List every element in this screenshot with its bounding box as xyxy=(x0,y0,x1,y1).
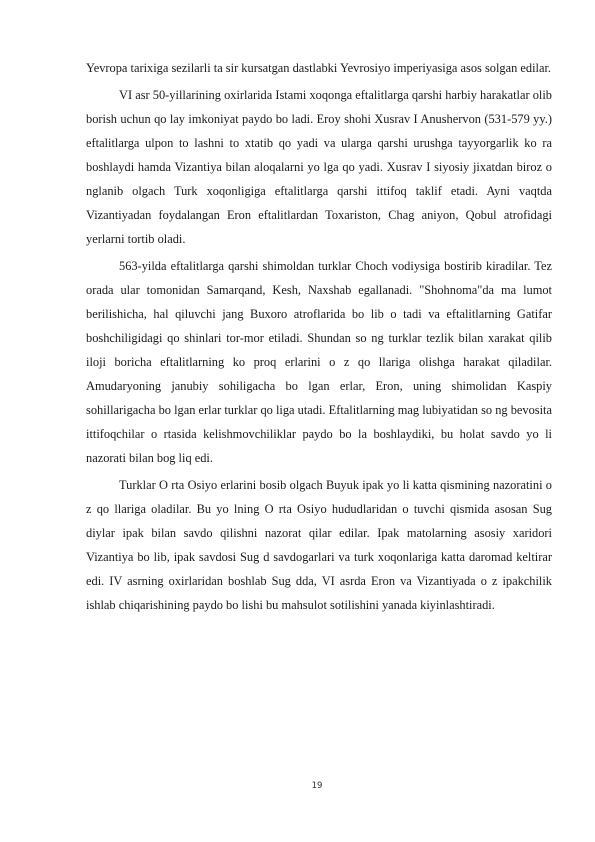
page-number: 19 xyxy=(311,781,323,791)
body-text xyxy=(86,56,552,617)
paragraph-2: VI asr 50-yillarining oxirlarida Istami xoqonga eftalitlarga qarshi harbiy harakatlar olib borish uchun qo lay imkoniyat paydo bo ladi. Eroy shohi Xusrav I Anushervon (531-579 yy.) eftalitlarga ulpon to lashni to xtatib qo yadi va ularga qarshi urushga tayyorgarlik ko ra boshlaydi hamda Vizantiya bilan aloqalarni yo lga qo yadi. Xusrav I siyosiy jixatdan biroz o nglanib olgach Turk xoqonligiga eftalitlarga qarshi ittifoq taklif etadi. Ayni vaqtda Vizantiyadan foydalangan Eron eftalitlardan Toxariston, Chag aniyon, Qobul atrofidagi yerlarni tortib oladi. xyxy=(86,88,552,246)
paragraph-3: 563-yilda eftalitlarga qarshi shimoldan turklar Choch vodiysiga bostirib kiradilar. Tez orada ular tomonidan Samarqand, Kesh, Naxshab egallanadi. "Shohnoma"da ma lumot berilishicha, hal qiluvchi jang Buxoro atroflarida bo lib o tadi va eftalitlarning Gatifar boshchiligidagi qo shinlari tor-mor etiladi. Shundan so ng turklar tezlik bilan xarakat qilib iloji boricha eftalitlarning ko proq erlarini o z qo llariga olishga harakat qiladilar. Amudaryoning janubiy sohiligacha bo lgan erlar, Eron, uning shimolidan Kaspiy sohillarigacha bo lgan erlar turklar qo liga utadi. Eftalitlarning mag lubiyatidan so ng bevosita ittifoqchilar o rtasida kelishmovchiliklar paydo bo la boshlaydiki, bu holat savdo yo li nazorati bilan bog liq edi. xyxy=(86,259,552,465)
paragraph-1: Yevropa tarixiga sezilarli ta sir kursatgan dastlabki Yevrosiyo imperiyasiga asos solgan edilar. xyxy=(86,61,552,75)
paragraph-4: Turklar O rta Osiyo erlarini bosib olgach Buyuk ipak yo li katta qismining nazoratini o z qo llariga oladilar. Bu yo lning O rta Osiyo hududlaridan o tuvchi qismida asosan Sug diylar ipak bilan savdo qilishni nazorat qilar edilar. Ipak matolarning asosiy xaridori Vizantiya bo lib, ipak savdosi Sug d savdogarlari va turk xoqonlariga katta daromad keltirar edi. IV asrning oxirlaridan boshlab Sug dda, VI asrda Eron va Vizantiyada o z ipakchilik ishlab chiqarishining paydo bo lishi bu mahsulot sotilishini yanada kiyinlashtiradi. xyxy=(86,478,552,612)
